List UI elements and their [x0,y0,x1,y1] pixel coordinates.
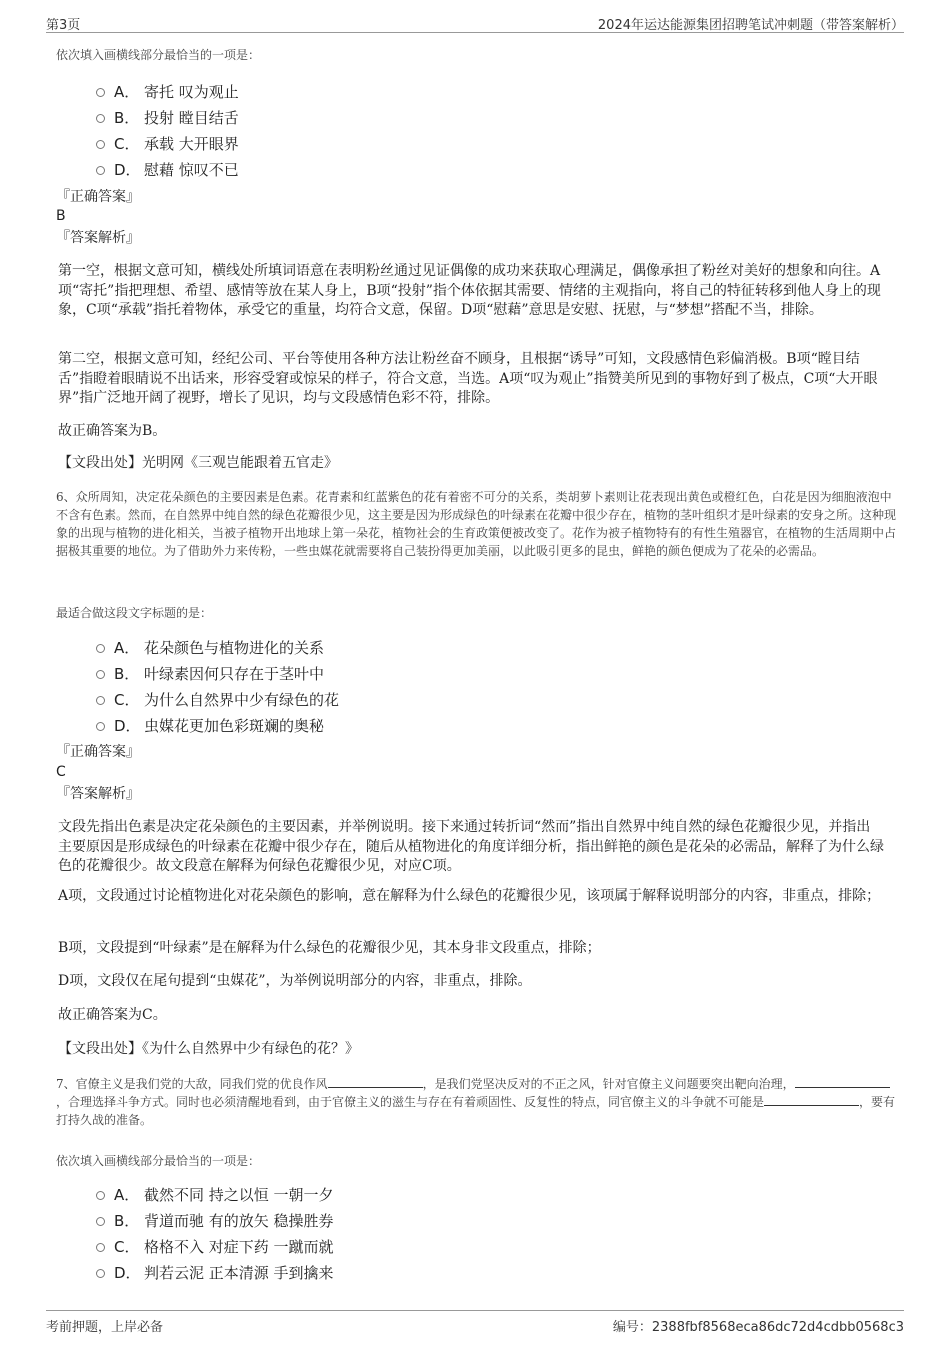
q5-answer-label: 『正确答案』 [56,189,140,205]
q6-passage: 6、众所周知，决定花朵颜色的主要因素是色素。花青素和红蓝紫色的花有着密不可分的关系，类胡萝卜素则让花表现出黄色或橙红色，白花是因为细胞液泡中不含有色素。然而，在自然界中纯自然的绿色花瓣很少见，这主要是因为形成绿色的叶绿素在花瓣中很少存在，植物的茎叶组织才是叶绿素的安身之所。这种现象的出现与植物的进化相关，当被子植物开出地球上第一朵花，植物社会的生育政策便被改变了。花作为被子植物特有的有性生殖器官，在植物的生活周期中占据极其重要的地位。为了借助外力来传粉，一些虫媒花就需要将自己装扮得更加美丽，以此吸引更多的昆虫，鲜艳的颜色便成为了花朵的必需品。 [56,490,897,558]
q7-options [96,1181,596,1285]
page-header [46,12,904,33]
blank-1 [328,1075,423,1088]
q6-source: 【文段出处】《为什么自然界中少有绿色的花？》 [58,1041,359,1057]
blank-3 [764,1093,859,1106]
q5-options [96,78,596,182]
radio-icon[interactable] [96,670,105,679]
q6-analysis-paragraph-4: D项，文段仅在尾句提到“虫媒花”，为举例说明部分的内容，非重点，排除。 [58,973,532,989]
q7-option-d[interactable]: D． 判若云泥 正本清源 手到擒来 [96,1259,596,1285]
q5-option-a[interactable]: A． 寄托 叹为观止 [96,78,596,104]
q6-option-c[interactable]: C． 为什么自然界中少有绿色的花 [96,686,596,712]
q6-option-d[interactable]: D． 虫媒花更加色彩斑斓的奥秘 [96,712,596,738]
q7-passage: 7、官僚主义是我们党的大敌，同我们党的优良作风 ，是我们党坚决反对的不正之风，针对官僚主义问题要突出靶向治理，，合理选择斗争方式。同时也必须清醒地看到，由于官僚主义的滋生与存在有着顽固性、反复性的特点，同官僚主义的斗争就不可能是 ，要有打持久战的准备。 [56,1077,896,1127]
page-number: 第3页 [46,18,81,33]
page-footer [46,1310,904,1335]
radio-icon[interactable] [96,114,105,123]
footer-slogan: 考前押题，上岸必备 [46,1320,164,1335]
document-code: 编号：2388fbf8568eca86dc72d4cdbb0568c3 [612,1320,904,1335]
q5-analysis-paragraph-1: 第一空，根据文意可知，横线处所填词语意在表明粉丝通过见证偶像的成功来获取心理满足，偶像承担了粉丝对美好的想象和向往。A项“寄托”指把理想、希望、感情等放在某人身上，B项“投射”指个体依据其需要、情绪的主观指向，将自己的特征转移到他人身上的现象，C项“承载”指托着物体，承受它的重量，均符合文意，保留。D项“慰藉”意思是安慰、抚慰，与“梦想”搭配不当，排除。 [58,263,881,318]
q5-option-d[interactable]: D． 慰藉 惊叹不已 [96,156,596,182]
document-title: 2024年运达能源集团招聘笔试冲刺题（带答案解析） [597,18,904,33]
q7-option-b[interactable]: B． 背道而驰 有的放矢 稳操胜券 [96,1207,596,1233]
q6-answer: C [56,764,66,780]
q5-prompt: 依次填入画横线部分最恰当的一项是： [56,48,261,62]
q6-answer-label: 『正确答案』 [56,744,140,760]
q6-analysis-paragraph-1: 文段先指出色素是决定花朵颜色的主要因素，并举例说明。接下来通过转折词“然而”指出自然界中纯自然的绿色花瓣很少见，并指出主要原因是形成绿色的叶绿素在花瓣中很少存在，随后从植物进化的角度详细分析，指出鲜艳的颜色是花朵的必需品，解释了为什么绿色的花瓣很少。故文段意在解释为何绿色花瓣很少见，对应C项。 [58,819,884,874]
radio-icon[interactable] [96,166,105,175]
q5-source: 【文段出处】光明网《三观岂能跟着五官走》 [58,455,338,471]
radio-icon[interactable] [96,644,105,653]
q6-option-a[interactable]: A． 花朵颜色与植物进化的关系 [96,634,596,660]
radio-icon[interactable] [96,1269,105,1278]
radio-icon[interactable] [96,1191,105,1200]
q5-option-c[interactable]: C． 承载 大开眼界 [96,130,596,156]
q5-analysis-paragraph-2: 第二空，根据文意可知，经纪公司、平台等使用各种方法让粉丝奋不顾身，且根据“诱导”可知，文段感情色彩偏消极。B项“瞠目结舌”指瞪着眼睛说不出话来，形容受窘或惊呆的样子，符合文意，当选。A项“叹为观止”指赞美所见到的事物好到了极点，C项“大开眼界”指广泛地开阔了视野，增长了见识，均与文段感情色彩不符，排除。 [58,351,878,406]
radio-icon[interactable] [96,1243,105,1252]
q6-analysis-paragraph-3: B项，文段提到“叶绿素”是在解释为什么绿色的花瓣很少见，其本身非文段重点，排除； [58,940,601,956]
q6-option-b[interactable]: B． 叶绿素因何只存在于茎叶中 [96,660,596,686]
q6-prompt: 最适合做这段文字标题的是： [56,606,213,620]
q5-option-b[interactable]: B． 投射 瞠目结舌 [96,104,596,130]
q6-analysis-label: 『答案解析』 [56,786,140,802]
radio-icon[interactable] [96,1217,105,1226]
q6-analysis-conclusion: 故正确答案为C。 [58,1007,167,1023]
blank-2 [795,1075,890,1088]
radio-icon[interactable] [96,88,105,97]
q5-analysis-label: 『答案解析』 [56,230,140,246]
radio-icon[interactable] [96,140,105,149]
q6-analysis-paragraph-2: A项，文段通过讨论植物进化对花朵颜色的影响，意在解释为什么绿色的花瓣很少见，该项属于解释说明部分的内容，非重点，排除； [58,888,881,904]
q5-analysis-conclusion: 故正确答案为B。 [58,423,167,439]
radio-icon[interactable] [96,722,105,731]
radio-icon[interactable] [96,696,105,705]
q6-options [96,634,596,738]
q7-option-a[interactable]: A． 截然不同 持之以恒 一朝一夕 [96,1181,596,1207]
q7-option-c[interactable]: C． 格格不入 对症下药 一蹴而就 [96,1233,596,1259]
q7-prompt: 依次填入画横线部分最恰当的一项是： [56,1154,261,1168]
q5-answer: B [56,208,66,224]
